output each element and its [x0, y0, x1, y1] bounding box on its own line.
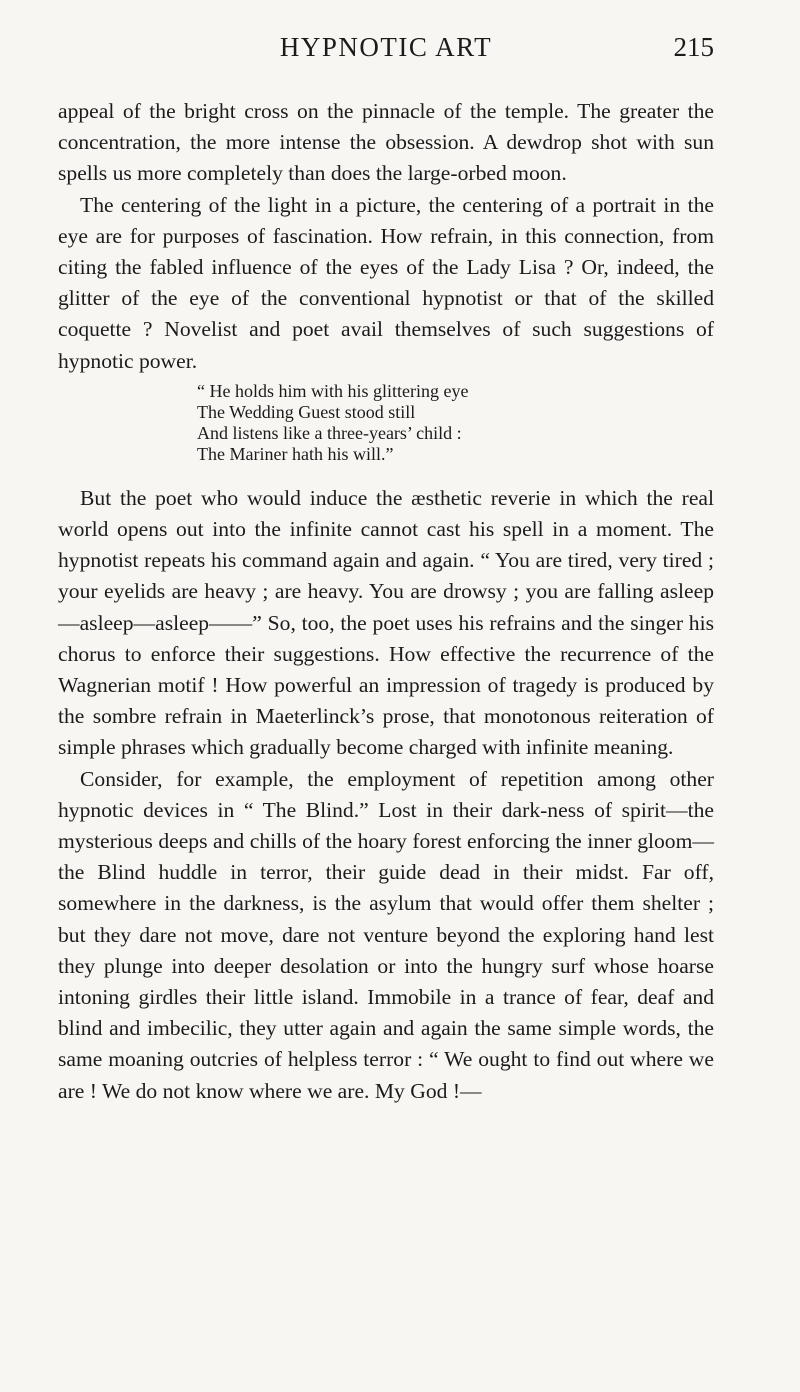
verse-line-1: “ He holds him with his glittering eye — [197, 380, 469, 401]
page-number: 215 — [673, 32, 714, 62]
verse-line-2: The Wedding Guest stood still — [197, 401, 416, 422]
paragraph-1: appeal of the bright cross on the pinnacle of the temple. The greater the concentration, the more intense the obsession. A dewdrop shot with sun spells us more completely than does the large-orbed moon. — [58, 99, 714, 186]
running-title: HYPNOTIC ART — [279, 32, 493, 62]
verse-quotation — [197, 381, 714, 465]
body-text — [58, 96, 714, 1107]
paragraph-2: The centering of the light in a picture, the centering of a portrait in the eye are for purposes of fascination. How refrain, in this connection, from citing the fabled influence of the eyes of the Lady Lisa ? Or, indeed, the glitter of the eye of the conventional hypnotist or that of the skilled coquette ? Novelist and poet avail themselves of such suggestions of hypnotic power. — [58, 192, 714, 373]
paragraph-3: But the poet who would induce the æsthetic reverie in which the real world opens out into the infinite cannot cast his spell in a moment. The hypnotist repeats his command again and again. “ You are tired, very tired ; your eyelids are heavy ; are heavy. You are drowsy ; you are falling asleep—asleep—asleep——” So, too, the poet uses his refrains and the singer his chorus to enforce their suggestions. How effective the recurrence of the Wagnerian motif ! How powerful an impression of tragedy is produced by the sombre refrain in Maeterlinck’s prose, that monotonous reiteration of simple phrases which gradually become charged with infinite meaning. — [58, 485, 714, 760]
verse-line-4: The Mariner hath his will.” — [197, 443, 394, 464]
paragraph-4: Consider, for example, the employment of repetition among other hypnotic devices in “ The Blind.” Lost in their dark-ness of spirit—the mysterious deeps and chills of the hoary forest enforcing the inner gloom—the Blind huddle in terror, their guide dead in their midst. Far off, somewhere in the darkness, is the asylum that would offer them shelter ; but they dare not move, dare not venture beyond the exploring hand lest they plunge into deeper desolation or into the hungry surf whose hoarse intoning girdles their little island. Immobile in a trance of fear, deaf and blind and imbecilic, they utter again and again the same simple words, the same moaning outcries of helpless terror : “ We ought to find out where we are ! We do not know where we are. My God !— — [58, 766, 714, 1103]
page-header — [58, 30, 714, 70]
verse-line-3: And listens like a three-years’ child : — [197, 422, 462, 443]
